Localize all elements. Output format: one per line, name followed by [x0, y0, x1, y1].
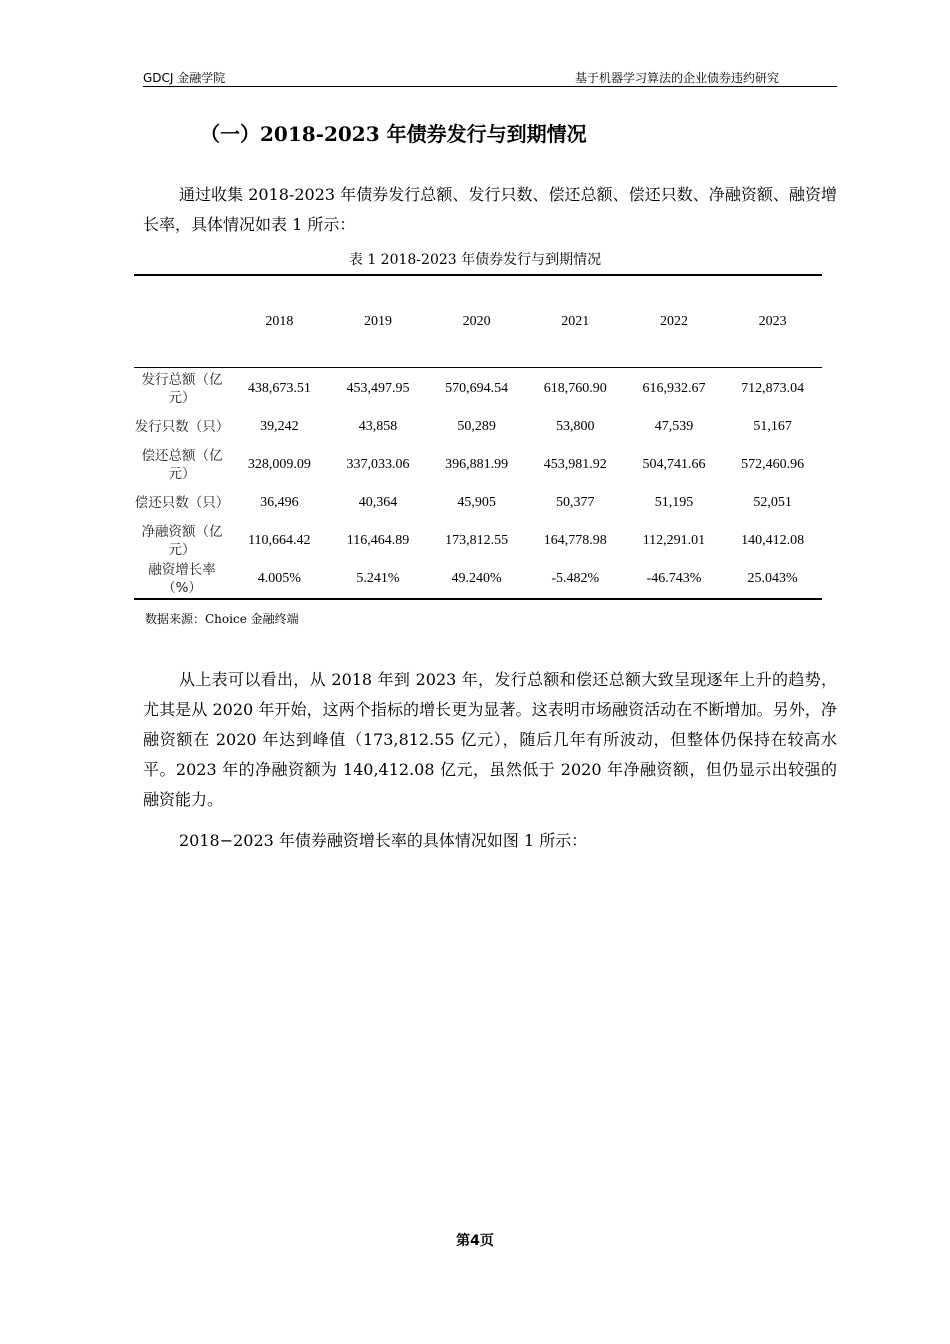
row-label: 融资增长率（%） — [134, 560, 230, 599]
table-cell: 116,464.89 — [346, 533, 410, 548]
table-cell: 51,167 — [753, 419, 792, 434]
row-label: 发行只数（只） — [134, 419, 230, 435]
table-row — [134, 408, 822, 446]
table-header-cell: 2018 — [230, 275, 329, 368]
page-number: 第4页 — [456, 1233, 494, 1249]
section-title: （一）2018-2023 年债券发行与到期情况 — [200, 122, 587, 146]
header-right-text: 基于机器学习算法的企业债券违约研究 — [574, 71, 779, 85]
page-header — [143, 68, 837, 87]
table-cell: 40,364 — [358, 495, 398, 510]
table-cell: 49.240% — [427, 560, 526, 599]
table-header-cell: 2023 — [723, 275, 822, 368]
table-cell: 453,497.95 — [346, 381, 410, 396]
table-cell: 51,195 — [654, 495, 694, 510]
table-cell: 4.005% — [230, 560, 329, 599]
table-cell: 39,242 — [260, 419, 299, 434]
table-row — [134, 446, 822, 484]
table-header-cell: 2020 — [427, 275, 526, 368]
table-header-cell: 2021 — [526, 275, 625, 368]
table-cell: 712,873.04 — [741, 381, 805, 396]
table-cell: 453,981.92 — [543, 457, 607, 472]
table-cell: 45,905 — [457, 495, 496, 510]
table-cell: 53,800 — [556, 419, 595, 434]
table-cell: 50,377 — [556, 495, 595, 510]
table-cell: 328,009.09 — [247, 457, 311, 472]
row-label: 净融资额（亿元） — [141, 524, 223, 558]
header-left-text: GDCJ 金融学院 — [143, 71, 226, 85]
table-cell: 337,033.06 — [346, 457, 410, 472]
table-cell: 110,664.42 — [248, 533, 311, 548]
table-cell: 616,932.67 — [642, 381, 706, 396]
table-row — [134, 560, 822, 599]
table-cell: 25.043% — [723, 560, 822, 599]
table-source-note: 数据来源：Choice 金融终端 — [145, 612, 299, 626]
table-row — [134, 368, 822, 409]
table-cell: 570,694.54 — [445, 381, 509, 396]
table-cell: 572,460.96 — [741, 457, 805, 472]
table-header-cell: 2019 — [329, 275, 428, 368]
table-cell: 36,496 — [260, 495, 299, 510]
table-header-cell — [134, 275, 230, 368]
table-cell: 50,289 — [457, 419, 496, 434]
table-cell: 164,778.98 — [543, 533, 607, 548]
table-cell: 140,412.08 — [741, 533, 805, 548]
table-caption: 表 1 2018-2023 年债券发行与到期情况 — [348, 252, 602, 268]
row-label: 偿还只数（只） — [134, 495, 230, 511]
table-cell: 396,881.99 — [445, 457, 509, 472]
bond-issuance-table — [134, 274, 822, 600]
table-cell: -5.482% — [526, 560, 625, 599]
table-header-row — [134, 275, 822, 368]
table-cell: 173,812.55 — [445, 533, 509, 548]
table-header-cell: 2022 — [625, 275, 724, 368]
table-cell: 43,858 — [358, 419, 398, 434]
table-cell: 5.241% — [329, 560, 428, 599]
table-cell: 47,539 — [654, 419, 694, 434]
table-cell: 112,291.01 — [642, 533, 706, 548]
table-row — [134, 484, 822, 522]
table-cell: 618,760.90 — [543, 381, 607, 396]
row-label: 偿还总额（亿元） — [141, 448, 223, 482]
table-cell: 504,741.66 — [642, 457, 706, 472]
figure-reference-paragraph: 2018−2023 年债券融资增长率的具体情况如图 1 所示： — [179, 831, 588, 850]
table-cell: 52,051 — [753, 495, 792, 510]
table-row — [134, 522, 822, 560]
analysis-paragraph: 从上表可以看出，从 2018 年到 2023 年，发行总额和偿还总额大致呈现逐年上升的趋势，尤其是从 2020 年开始，这两个指标的增长更为显著。这表明市场融资活动在不断增加。另外，净融资额在 2020 年达到峰值（173,812.55 亿元），随后几年有所波动，但整体仍保持在较高水平。2023 年的净融资额为 140,412.08 亿元，虽然低于 2020 年净融资额，但仍显示出较强的融资能力。 — [143, 670, 837, 809]
row-label: 发行总额（亿元） — [141, 372, 223, 406]
intro-paragraph: 通过收集 2018-2023 年债券发行总额、发行只数、偿还总额、偿还只数、净融资额、融资增长率，具体情况如表 1 所示： — [143, 185, 837, 234]
table-cell: 438,673.51 — [247, 381, 311, 396]
table-cell: -46.743% — [625, 560, 724, 599]
